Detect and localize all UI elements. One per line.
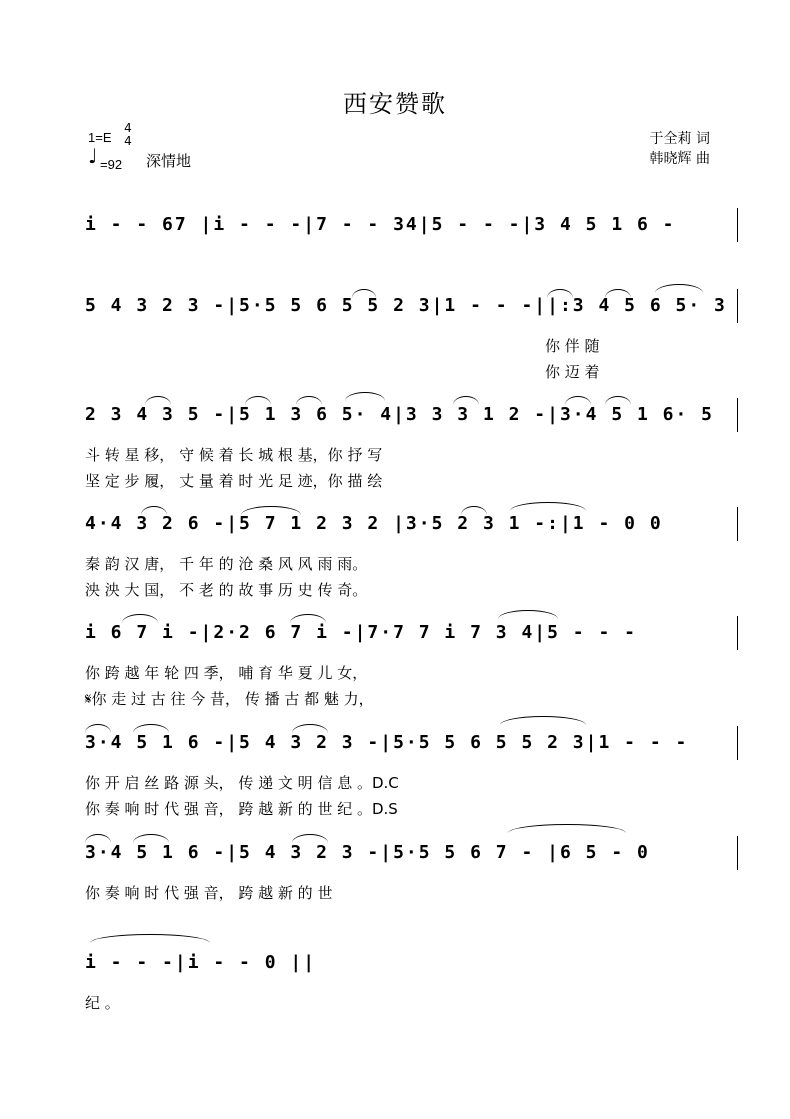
notation-line-8: i - - -|i - - 0 || bbox=[85, 952, 317, 973]
lyric-line-2-1: 你 伴 随 bbox=[545, 337, 600, 355]
slur-mark bbox=[245, 396, 271, 405]
system-end-barline bbox=[737, 616, 738, 650]
slur-mark bbox=[547, 289, 573, 298]
lyric-line-3-2: 坚 定 步 履， 丈 量 着 时 光 足 迹，你 描 绘 bbox=[85, 472, 383, 490]
slur-mark bbox=[605, 289, 631, 298]
lyric-line-5-2: 𝄋你 走 过 古 往 今 昔， 传 播 古 都 魅 力， bbox=[85, 690, 374, 708]
slur-mark bbox=[85, 834, 111, 843]
slur-mark bbox=[508, 824, 626, 833]
slur-mark bbox=[133, 724, 169, 733]
slur-mark bbox=[90, 934, 210, 943]
system-end-barline bbox=[737, 289, 738, 323]
lyric-line-6-1: 你 开 启 丝 路 源 头， 传 递 文 明 信 息 。D.C bbox=[85, 774, 399, 792]
notation-line-5: i 6 7 i -|2·2 6 7 i -|7·7 7 i 7 3 4|5 - - - bbox=[85, 622, 637, 643]
lyric-line-8-1: 纪 。 bbox=[85, 994, 120, 1012]
slur-mark bbox=[241, 506, 301, 515]
slur-mark bbox=[510, 502, 586, 511]
system-end-barline bbox=[737, 836, 738, 870]
notation-line-6: 3·4 5 1 6 -|5 4 3 2 3 -|5·5 5 6 5 5 2 3|1 - - - bbox=[85, 732, 689, 753]
key-signature: 1=E bbox=[88, 130, 112, 145]
notation-line-1: i - - 67 |i - - -|7 - - 34|5 - - -|3 4 5 1 6 - bbox=[85, 214, 676, 235]
notation-line-2: 5 4 3 2 3 -|5·5 5 6 5 5 2 3|1 - - -||:3 4 5 6 5· 3 bbox=[85, 295, 727, 316]
slur-mark bbox=[122, 614, 158, 623]
lyric-line-3-1: 斗 转 星 移， 守 候 着 长 城 根 基，你 抒 写 bbox=[85, 446, 383, 464]
lyric-line-4-1: 秦 韵 汉 唐， 千 年 的 沧 桑 风 风 雨 雨。 bbox=[85, 555, 368, 573]
slur-mark bbox=[141, 506, 167, 515]
slur-mark bbox=[655, 284, 703, 293]
time-signature bbox=[122, 122, 134, 148]
lyric-line-7-1: 你 奏 响 时 代 强 音， 跨 越 新 的 世 bbox=[85, 884, 333, 902]
slur-mark bbox=[145, 396, 171, 405]
system-end-barline bbox=[737, 208, 738, 242]
slur-mark bbox=[565, 396, 591, 405]
notation-line-7: 3·4 5 1 6 -|5 4 3 2 3 -|5·5 5 6 7 - |6 5 - 0 bbox=[85, 842, 650, 863]
lyric-line-5-1: 你 跨 越 年 轮 四 季， 哺 育 华 夏 儿 女， bbox=[85, 664, 368, 682]
slur-mark bbox=[461, 506, 487, 515]
quarter-note-icon: ♩ bbox=[88, 144, 98, 168]
expression-marking: 深情地 bbox=[146, 152, 192, 170]
notation-line-3: 2 3 4 3 5 -|5 1 3 6 5· 4|3 3 3 1 2 -|3·4 5 1 6· 5 bbox=[85, 404, 715, 425]
slur-mark bbox=[498, 610, 558, 619]
tempo-marking: =92 bbox=[100, 157, 123, 172]
time-sig-bottom: 4 bbox=[124, 134, 132, 148]
slur-mark bbox=[345, 392, 385, 401]
slur-mark bbox=[453, 396, 479, 405]
lyric-line-4-2: 泱 泱 大 国， 不 老 的 故 事 历 史 传 奇。 bbox=[85, 581, 368, 599]
song-title: 西安赞歌 bbox=[343, 90, 447, 118]
lyric-line-6-2: 你 奏 响 时 代 强 音， 跨 越 新 的 世 纪 。D.S bbox=[85, 800, 398, 818]
slur-mark bbox=[85, 724, 111, 733]
lyricist-credit: 于全莉 词 bbox=[649, 131, 710, 147]
slur-mark bbox=[133, 834, 169, 843]
slur-mark bbox=[352, 289, 376, 298]
slur-mark bbox=[605, 396, 631, 405]
slur-mark bbox=[290, 614, 326, 623]
system-end-barline bbox=[737, 726, 738, 760]
lyric-line-2-2: 你 迈 着 bbox=[545, 363, 600, 381]
system-end-barline bbox=[737, 398, 738, 432]
slur-mark bbox=[292, 834, 328, 843]
system-end-barline bbox=[737, 507, 738, 541]
time-sig-top: 4 bbox=[124, 121, 132, 135]
slur-mark bbox=[500, 716, 586, 725]
composer-credit: 韩晓辉 曲 bbox=[649, 151, 710, 167]
slur-mark bbox=[296, 396, 322, 405]
slur-mark bbox=[292, 724, 328, 733]
notation-line-4: 4·4 3 2 6 -|5 7 1 2 3 2 |3·5 2 3 1 -:|1 - 0 0 bbox=[85, 513, 663, 534]
